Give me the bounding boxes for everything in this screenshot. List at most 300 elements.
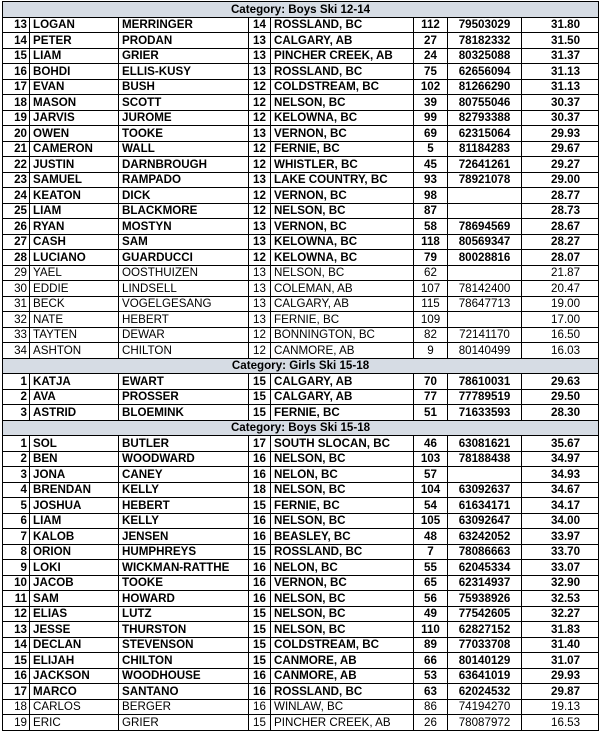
score-cell: 33.70 (522, 544, 599, 560)
bib-number-cell: 49 (414, 606, 448, 622)
city-cell: VERNON, BC (271, 126, 414, 142)
city-cell: NELON, BC (271, 467, 414, 483)
table-row (3, 141, 599, 157)
rank-cell: 15 (3, 653, 30, 669)
bib-number-cell: 24 (414, 48, 448, 64)
id-number-cell (448, 203, 522, 219)
first-name-cell: PETER (30, 33, 119, 49)
first-name-cell: JACOB (30, 575, 119, 591)
city-cell: VERNON, BC (271, 188, 414, 204)
age-cell: 14 (249, 17, 271, 33)
score-cell: 34.17 (522, 498, 599, 514)
bib-number-cell: 118 (414, 234, 448, 250)
age-cell: 16 (249, 451, 271, 467)
id-number-cell: 79503029 (448, 17, 522, 33)
first-name-cell: JARVIS (30, 110, 119, 126)
bib-number-cell: 102 (414, 79, 448, 95)
table-row (3, 250, 599, 266)
first-name-cell: JACKSON (30, 668, 119, 684)
rank-cell: 13 (3, 17, 30, 33)
first-name-cell: KEATON (30, 188, 119, 204)
city-cell: CALGARY, AB (271, 33, 414, 49)
table-row (3, 622, 599, 638)
last-name-cell: WALL (119, 141, 249, 157)
id-number-cell: 71633593 (448, 405, 522, 421)
id-number-cell (448, 265, 522, 281)
age-cell: 15 (249, 653, 271, 669)
last-name-cell: DARNBROUGH (119, 157, 249, 173)
first-name-cell: BRENDAN (30, 482, 119, 498)
score-cell: 31.83 (522, 622, 599, 638)
id-number-cell: 62045334 (448, 560, 522, 576)
city-cell: FERNIE, BC (271, 141, 414, 157)
age-cell: 12 (249, 188, 271, 204)
age-cell: 16 (249, 513, 271, 529)
id-number-cell: 63242052 (448, 529, 522, 545)
last-name-cell: JUROME (119, 110, 249, 126)
table-row (3, 172, 599, 188)
last-name-cell: PROSSER (119, 389, 249, 405)
last-name-cell: GRIER (119, 48, 249, 64)
id-number-cell: 78182332 (448, 33, 522, 49)
first-name-cell: YAEL (30, 265, 119, 281)
first-name-cell: SOL (30, 436, 119, 452)
rank-cell: 8 (3, 544, 30, 560)
age-cell: 16 (249, 699, 271, 715)
last-name-cell: BUSH (119, 79, 249, 95)
city-cell: CANMORE, AB (271, 343, 414, 359)
age-cell: 12 (249, 79, 271, 95)
id-number-cell (448, 188, 522, 204)
age-cell: 13 (249, 312, 271, 328)
rank-cell: 14 (3, 33, 30, 49)
bib-number-cell: 103 (414, 451, 448, 467)
city-cell: PINCHER CREEK, AB (271, 48, 414, 64)
table-row (3, 699, 599, 715)
last-name-cell: SCOTT (119, 95, 249, 111)
first-name-cell: JOSHUA (30, 498, 119, 514)
city-cell: BONNINGTON, BC (271, 327, 414, 343)
age-cell: 13 (249, 48, 271, 64)
table-row (3, 95, 599, 111)
id-number-cell: 63081621 (448, 436, 522, 452)
city-cell: NELSON, BC (271, 482, 414, 498)
last-name-cell: CHILTON (119, 343, 249, 359)
score-cell: 31.50 (522, 33, 599, 49)
score-cell: 28.07 (522, 250, 599, 266)
age-cell: 13 (249, 234, 271, 250)
table-row (3, 327, 599, 343)
id-number-cell: 78694569 (448, 219, 522, 235)
results-table (2, 1, 599, 731)
city-cell: BEASLEY, BC (271, 529, 414, 545)
score-cell: 34.97 (522, 451, 599, 467)
rank-cell: 33 (3, 327, 30, 343)
id-number-cell: 78087972 (448, 715, 522, 731)
id-number-cell: 63092647 (448, 513, 522, 529)
city-cell: NELSON, BC (271, 622, 414, 638)
rank-cell: 14 (3, 637, 30, 653)
bib-number-cell: 99 (414, 110, 448, 126)
age-cell: 12 (249, 110, 271, 126)
rank-cell: 7 (3, 529, 30, 545)
table-row (3, 653, 599, 669)
first-name-cell: LIAM (30, 513, 119, 529)
id-number-cell: 62315064 (448, 126, 522, 142)
first-name-cell: NATE (30, 312, 119, 328)
score-cell: 31.13 (522, 64, 599, 80)
id-number-cell: 80325088 (448, 48, 522, 64)
last-name-cell: HUMPHREYS (119, 544, 249, 560)
age-cell: 12 (249, 157, 271, 173)
first-name-cell: AVA (30, 389, 119, 405)
age-cell: 15 (249, 405, 271, 421)
city-cell: ROSSLAND, BC (271, 17, 414, 33)
bib-number-cell: 58 (414, 219, 448, 235)
age-cell: 16 (249, 575, 271, 591)
bib-number-cell: 87 (414, 203, 448, 219)
age-cell: 15 (249, 715, 271, 731)
id-number-cell (448, 312, 522, 328)
last-name-cell: GUARDUCCI (119, 250, 249, 266)
first-name-cell: JONA (30, 467, 119, 483)
city-cell: KELOWNA, BC (271, 110, 414, 126)
category-header-row (3, 2, 599, 18)
last-name-cell: TOOKE (119, 126, 249, 142)
city-cell: VERNON, BC (271, 219, 414, 235)
results-body (3, 2, 599, 731)
last-name-cell: ELLIS-KUSY (119, 64, 249, 80)
score-cell: 28.27 (522, 234, 599, 250)
rank-cell: 34 (3, 343, 30, 359)
rank-cell: 31 (3, 296, 30, 312)
rank-cell: 2 (3, 451, 30, 467)
rank-cell: 17 (3, 684, 30, 700)
rank-cell: 20 (3, 126, 30, 142)
table-row (3, 436, 599, 452)
age-cell: 12 (249, 141, 271, 157)
bib-number-cell: 79 (414, 250, 448, 266)
age-cell: 15 (249, 606, 271, 622)
score-cell: 29.93 (522, 668, 599, 684)
table-row (3, 17, 599, 33)
age-cell: 16 (249, 668, 271, 684)
first-name-cell: KALOB (30, 529, 119, 545)
last-name-cell: BERGER (119, 699, 249, 715)
last-name-cell: DEWAR (119, 327, 249, 343)
rank-cell: 18 (3, 95, 30, 111)
city-cell: NELON, BC (271, 560, 414, 576)
rank-cell: 9 (3, 560, 30, 576)
city-cell: COLDSTREAM, BC (271, 637, 414, 653)
first-name-cell: ELIJAH (30, 653, 119, 669)
first-name-cell: EVAN (30, 79, 119, 95)
rank-cell: 30 (3, 281, 30, 297)
last-name-cell: GRIER (119, 715, 249, 731)
rank-cell: 16 (3, 64, 30, 80)
score-cell: 28.77 (522, 188, 599, 204)
last-name-cell: STEVENSON (119, 637, 249, 653)
table-row (3, 513, 599, 529)
city-cell: NELSON, BC (271, 591, 414, 607)
bib-number-cell: 112 (414, 17, 448, 33)
id-number-cell: 78188438 (448, 451, 522, 467)
id-number-cell: 82793388 (448, 110, 522, 126)
table-row (3, 126, 599, 142)
bib-number-cell: 55 (414, 560, 448, 576)
city-cell: SOUTH SLOCAN, BC (271, 436, 414, 452)
bib-number-cell: 105 (414, 513, 448, 529)
age-cell: 12 (249, 250, 271, 266)
first-name-cell: LIAM (30, 203, 119, 219)
bib-number-cell: 98 (414, 188, 448, 204)
bib-number-cell: 65 (414, 575, 448, 591)
table-row (3, 281, 599, 297)
rank-cell: 3 (3, 467, 30, 483)
rank-cell: 28 (3, 250, 30, 266)
table-row (3, 482, 599, 498)
age-cell: 12 (249, 343, 271, 359)
bib-number-cell: 75 (414, 64, 448, 80)
rank-cell: 16 (3, 668, 30, 684)
age-cell: 16 (249, 529, 271, 545)
id-number-cell: 63641019 (448, 668, 522, 684)
first-name-cell: LUCIANO (30, 250, 119, 266)
score-cell: 29.93 (522, 126, 599, 142)
city-cell: COLEMAN, AB (271, 281, 414, 297)
table-row (3, 33, 599, 49)
score-cell: 29.27 (522, 157, 599, 173)
id-number-cell: 74194270 (448, 699, 522, 715)
id-number-cell: 78086663 (448, 544, 522, 560)
score-cell: 30.37 (522, 95, 599, 111)
table-row (3, 48, 599, 64)
age-cell: 12 (249, 327, 271, 343)
score-cell: 32.27 (522, 606, 599, 622)
score-cell: 29.87 (522, 684, 599, 700)
score-cell: 16.50 (522, 327, 599, 343)
id-number-cell: 80140129 (448, 653, 522, 669)
score-cell: 34.00 (522, 513, 599, 529)
score-cell: 34.93 (522, 467, 599, 483)
table-row (3, 234, 599, 250)
table-row (3, 575, 599, 591)
rank-cell: 19 (3, 110, 30, 126)
category-title: Category: Boys Ski 12-14 (3, 2, 599, 18)
city-cell: FERNIE, BC (271, 498, 414, 514)
first-name-cell: LOGAN (30, 17, 119, 33)
last-name-cell: PRODAN (119, 33, 249, 49)
city-cell: KELOWNA, BC (271, 250, 414, 266)
bib-number-cell: 54 (414, 498, 448, 514)
score-cell: 28.67 (522, 219, 599, 235)
bib-number-cell: 93 (414, 172, 448, 188)
bib-number-cell: 56 (414, 591, 448, 607)
first-name-cell: BEN (30, 451, 119, 467)
table-row (3, 544, 599, 560)
city-cell: WHISTLER, BC (271, 157, 414, 173)
age-cell: 16 (249, 467, 271, 483)
id-number-cell: 81184283 (448, 141, 522, 157)
id-number-cell: 77033708 (448, 637, 522, 653)
table-row (3, 498, 599, 514)
age-cell: 12 (249, 203, 271, 219)
table-row (3, 343, 599, 359)
score-cell: 29.00 (522, 172, 599, 188)
age-cell: 15 (249, 498, 271, 514)
bib-number-cell: 109 (414, 312, 448, 328)
bib-number-cell: 110 (414, 622, 448, 638)
table-row (3, 312, 599, 328)
last-name-cell: MOSTYN (119, 219, 249, 235)
last-name-cell: HEBERT (119, 498, 249, 514)
age-cell: 18 (249, 482, 271, 498)
table-row (3, 188, 599, 204)
bib-number-cell: 107 (414, 281, 448, 297)
bib-number-cell: 51 (414, 405, 448, 421)
last-name-cell: KELLY (119, 513, 249, 529)
bib-number-cell: 63 (414, 684, 448, 700)
category-title: Category: Girls Ski 15-18 (3, 358, 599, 374)
last-name-cell: RAMPADO (119, 172, 249, 188)
score-cell: 28.73 (522, 203, 599, 219)
last-name-cell: BLACKMORE (119, 203, 249, 219)
rank-cell: 12 (3, 606, 30, 622)
last-name-cell: BLOEMINK (119, 405, 249, 421)
id-number-cell (448, 467, 522, 483)
age-cell: 13 (249, 64, 271, 80)
score-cell: 29.67 (522, 141, 599, 157)
score-cell: 31.80 (522, 17, 599, 33)
bib-number-cell: 66 (414, 653, 448, 669)
city-cell: CALGARY, AB (271, 389, 414, 405)
category-header-row (3, 358, 599, 374)
rank-cell: 19 (3, 715, 30, 731)
table-row (3, 451, 599, 467)
last-name-cell: LUTZ (119, 606, 249, 622)
table-row (3, 606, 599, 622)
table-row (3, 560, 599, 576)
rank-cell: 3 (3, 405, 30, 421)
bib-number-cell: 86 (414, 699, 448, 715)
table-row (3, 110, 599, 126)
bib-number-cell: 7 (414, 544, 448, 560)
city-cell: LAKE COUNTRY, BC (271, 172, 414, 188)
rank-cell: 5 (3, 498, 30, 514)
score-cell: 35.67 (522, 436, 599, 452)
score-cell: 32.53 (522, 591, 599, 607)
last-name-cell: SANTANO (119, 684, 249, 700)
age-cell: 17 (249, 436, 271, 452)
table-row (3, 405, 599, 421)
bib-number-cell: 48 (414, 529, 448, 545)
score-cell: 31.07 (522, 653, 599, 669)
first-name-cell: LOKI (30, 560, 119, 576)
bib-number-cell: 62 (414, 265, 448, 281)
id-number-cell: 81266290 (448, 79, 522, 95)
bib-number-cell: 104 (414, 482, 448, 498)
city-cell: NELSON, BC (271, 513, 414, 529)
first-name-cell: TAYTEN (30, 327, 119, 343)
city-cell: FERNIE, BC (271, 312, 414, 328)
city-cell: CALGARY, AB (271, 374, 414, 390)
score-cell: 17.00 (522, 312, 599, 328)
bib-number-cell: 5 (414, 141, 448, 157)
age-cell: 13 (249, 172, 271, 188)
last-name-cell: DICK (119, 188, 249, 204)
age-cell: 13 (249, 296, 271, 312)
first-name-cell: CAMERON (30, 141, 119, 157)
rank-cell: 17 (3, 79, 30, 95)
age-cell: 13 (249, 281, 271, 297)
city-cell: ROSSLAND, BC (271, 544, 414, 560)
age-cell: 13 (249, 219, 271, 235)
age-cell: 16 (249, 560, 271, 576)
bib-number-cell: 69 (414, 126, 448, 142)
last-name-cell: THURSTON (119, 622, 249, 638)
first-name-cell: DECLAN (30, 637, 119, 653)
last-name-cell: BUTLER (119, 436, 249, 452)
id-number-cell: 62656094 (448, 64, 522, 80)
first-name-cell: RYAN (30, 219, 119, 235)
table-row (3, 296, 599, 312)
id-number-cell: 78921078 (448, 172, 522, 188)
rank-cell: 13 (3, 622, 30, 638)
rank-cell: 27 (3, 234, 30, 250)
id-number-cell: 78647713 (448, 296, 522, 312)
city-cell: NELSON, BC (271, 606, 414, 622)
id-number-cell: 77789519 (448, 389, 522, 405)
bib-number-cell: 27 (414, 33, 448, 49)
id-number-cell: 72641261 (448, 157, 522, 173)
rank-cell: 1 (3, 374, 30, 390)
city-cell: NELSON, BC (271, 203, 414, 219)
table-row (3, 157, 599, 173)
bib-number-cell: 82 (414, 327, 448, 343)
rank-cell: 21 (3, 141, 30, 157)
first-name-cell: JUSTIN (30, 157, 119, 173)
last-name-cell: JENSEN (119, 529, 249, 545)
city-cell: KELOWNA, BC (271, 234, 414, 250)
first-name-cell: CASH (30, 234, 119, 250)
score-cell: 31.40 (522, 637, 599, 653)
first-name-cell: SAMUEL (30, 172, 119, 188)
category-title: Category: Boys Ski 15-18 (3, 420, 599, 436)
first-name-cell: CARLOS (30, 699, 119, 715)
category-header-row (3, 420, 599, 436)
score-cell: 33.97 (522, 529, 599, 545)
city-cell: ROSSLAND, BC (271, 64, 414, 80)
rank-cell: 22 (3, 157, 30, 173)
age-cell: 13 (249, 126, 271, 142)
id-number-cell: 62827152 (448, 622, 522, 638)
id-number-cell: 78610031 (448, 374, 522, 390)
bib-number-cell: 57 (414, 467, 448, 483)
first-name-cell: ORION (30, 544, 119, 560)
score-cell: 28.30 (522, 405, 599, 421)
city-cell: FERNIE, BC (271, 405, 414, 421)
table-row (3, 637, 599, 653)
first-name-cell: BOHDI (30, 64, 119, 80)
score-cell: 31.13 (522, 79, 599, 95)
age-cell: 13 (249, 33, 271, 49)
city-cell: NELSON, BC (271, 95, 414, 111)
score-cell: 29.50 (522, 389, 599, 405)
first-name-cell: MASON (30, 95, 119, 111)
rank-cell: 24 (3, 188, 30, 204)
rank-cell: 25 (3, 203, 30, 219)
last-name-cell: VOGELGESANG (119, 296, 249, 312)
